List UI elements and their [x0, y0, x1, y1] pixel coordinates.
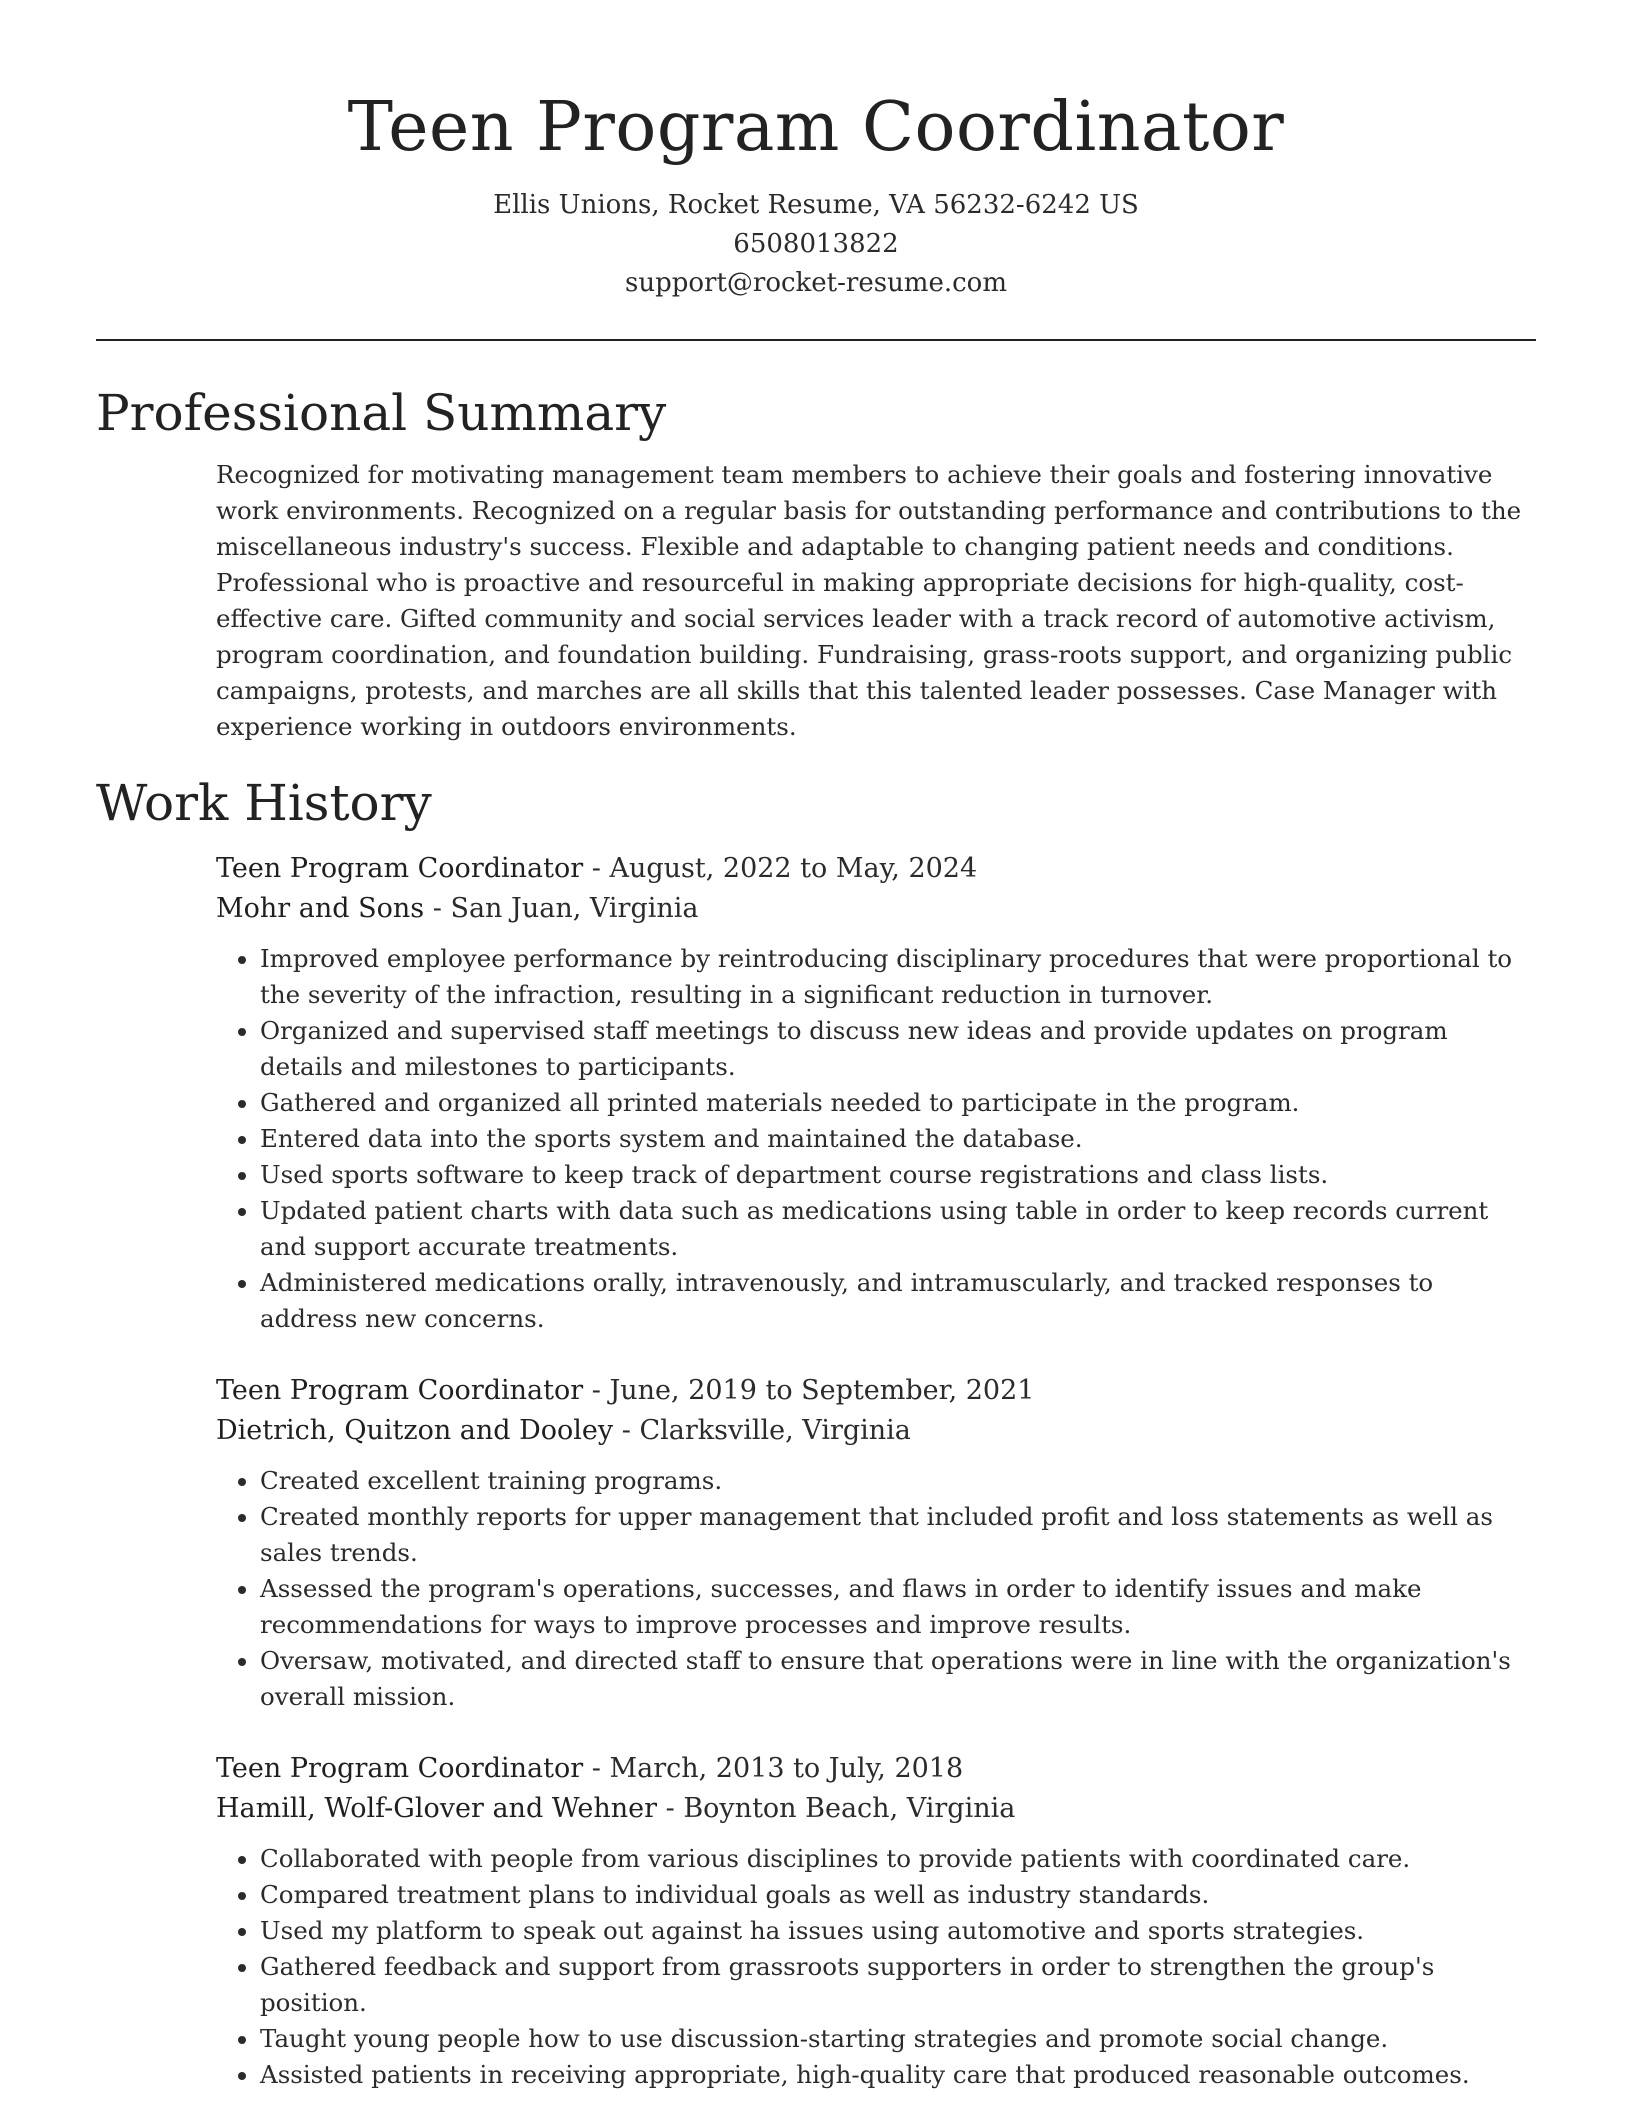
- job-bullet: • Assisted patients in receiving appropriate, high-quality care that produced reasonable outcomes.: [260, 2057, 1536, 2093]
- job-bullet: • Improved employee performance by reintroducing disciplinary procedures that were proportional to the severity of the infraction, resulting in a significant reduction in turnover.: [260, 941, 1536, 1013]
- job-title-line: Teen Program Coordinator - March, 2013 to July, 2018: [216, 1753, 964, 1784]
- job-bullets: [216, 1463, 1536, 1715]
- job-bullet: • Used sports software to keep track of department course registrations and class lists.: [260, 1157, 1536, 1193]
- job-location: Clarksville, Virginia: [639, 1415, 911, 1446]
- job-title-line: Teen Program Coordinator - August, 2022 to May, 2024: [216, 853, 978, 884]
- job-location: Boynton Beach, Virginia: [683, 1793, 1016, 1824]
- contact-block: [96, 186, 1536, 303]
- job-entry: [216, 849, 1536, 1337]
- job-role: Teen Program Coordinator: [216, 853, 584, 884]
- job-entry: [216, 1749, 1536, 2093]
- job-bullet: • Gathered and organized all printed materials needed to participate in the program.: [260, 1085, 1536, 1121]
- header-divider: [96, 339, 1536, 341]
- summary-heading: Professional Summary: [96, 384, 667, 442]
- job-bullet: • Assessed the program's operations, successes, and flaws in order to identify issues and make recommendations for ways to improve processes and improve results.: [260, 1571, 1536, 1643]
- summary-section: [216, 457, 1536, 745]
- work-history-section: [216, 849, 1536, 2093]
- summary-text: Recognized for motivating management team members to achieve their goals and fostering innovative work environments. Recognized on a regular basis for outstanding performance and contributions to the miscellaneous industry's success. Flexible and adaptable to changing patient needs and conditions. Professional who is proactive and resourceful in making appropriate decisions for high-quality, cost-effective care. Gifted community and social services leader with a track record of automotive activism, program coordination, and foundation building. Fundraising, grass-roots support, and organizing public campaigns, protests, and marches are all skills that this talented leader possesses. Case Manager with experience working in outdoors environments.: [216, 460, 1522, 741]
- job-dates: August, 2022 to May, 2024: [609, 853, 978, 884]
- job-role: Teen Program Coordinator: [216, 1753, 584, 1784]
- job-bullet: • Oversaw, motivated, and directed staff to ensure that operations were in line with the organization's overall mission.: [260, 1643, 1536, 1715]
- contact-address: Ellis Unions, Rocket Resume, VA 56232-6242 US: [493, 190, 1139, 220]
- resume-name: Teen Program Coordinator: [347, 88, 1285, 167]
- resume-page: [96, 0, 1536, 2093]
- job-bullet: • Administered medications orally, intravenously, and intramuscularly, and tracked responses to address new concerns.: [260, 1265, 1536, 1337]
- job-entry: [216, 1371, 1536, 1715]
- job-bullets: [216, 941, 1536, 1337]
- job-bullets: [216, 1841, 1536, 2093]
- job-company: Dietrich, Quitzon and Dooley: [216, 1415, 614, 1446]
- job-company-line: Dietrich, Quitzon and Dooley - Clarksville, Virginia: [216, 1415, 911, 1446]
- job-company-line: Hamill, Wolf-Glover and Wehner - Boynton Beach, Virginia: [216, 1793, 1016, 1824]
- job-company: Hamill, Wolf-Glover and Wehner: [216, 1793, 658, 1824]
- job-bullet: • Organized and supervised staff meetings to discuss new ideas and provide updates on program details and milestones to participants.: [260, 1013, 1536, 1085]
- job-title-line: Teen Program Coordinator - June, 2019 to September, 2021: [216, 1375, 1035, 1406]
- job-dates: June, 2019 to September, 2021: [609, 1375, 1035, 1406]
- contact-phone: 6508013822: [733, 229, 899, 259]
- work-history-heading: Work History: [96, 774, 432, 832]
- job-company: Mohr and Sons: [216, 893, 425, 924]
- job-bullet: • Collaborated with people from various disciplines to provide patients with coordinated care.: [260, 1841, 1536, 1877]
- job-bullet: • Used my platform to speak out against ha issues using automotive and sports strategies.: [260, 1913, 1536, 1949]
- job-bullet: • Entered data into the sports system and maintained the database.: [260, 1121, 1536, 1157]
- job-dates: March, 2013 to July, 2018: [609, 1753, 964, 1784]
- job-bullet: • Compared treatment plans to individual goals as well as industry standards.: [260, 1877, 1536, 1913]
- job-role: Teen Program Coordinator: [216, 1375, 584, 1406]
- job-company-line: Mohr and Sons - San Juan, Virginia: [216, 893, 699, 924]
- job-bullet: • Taught young people how to use discussion-starting strategies and promote social change.: [260, 2021, 1536, 2057]
- job-bullet: • Gathered feedback and support from grassroots supporters in order to strengthen the group's position.: [260, 1949, 1536, 2021]
- job-bullet: • Updated patient charts with data such as medications using table in order to keep records current and support accurate treatments.: [260, 1193, 1536, 1265]
- job-location: San Juan, Virginia: [450, 893, 699, 924]
- job-bullet: • Created monthly reports for upper management that included profit and loss statements as well as sales trends.: [260, 1499, 1536, 1571]
- job-bullet: • Created excellent training programs.: [260, 1463, 1536, 1499]
- contact-email: support@rocket-resume.com: [624, 268, 1007, 298]
